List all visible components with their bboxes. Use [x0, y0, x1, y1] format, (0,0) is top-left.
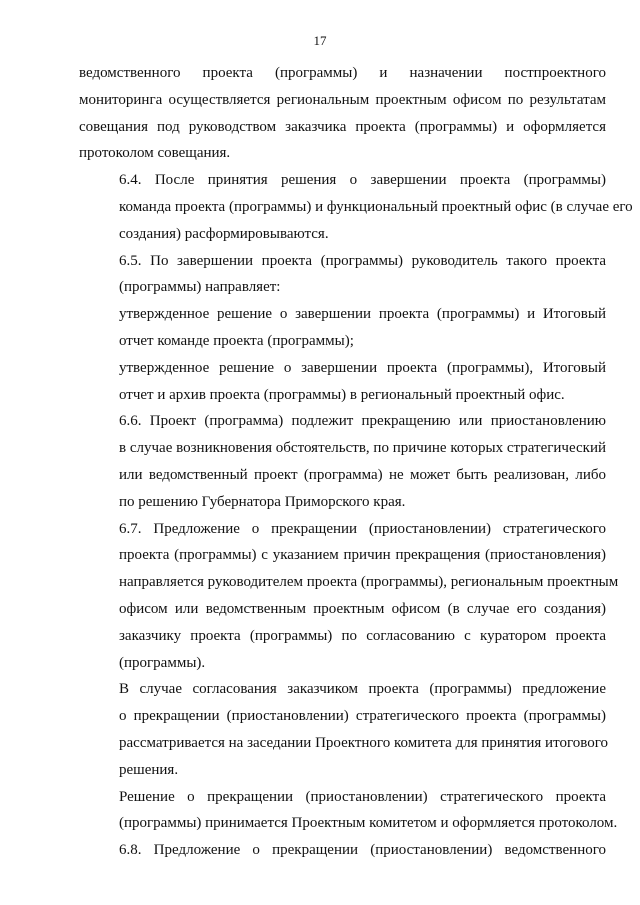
text-line: офисом или ведомственным проектным офисом (в случае его создания): [119, 600, 606, 617]
text-line: команда проекта (программы) и функциональный проектный офис (в случае его: [119, 198, 633, 215]
text-line: в случае возникновения обстоятельств, по причине которых стратегический: [119, 440, 606, 457]
paragraph: [79, 784, 618, 838]
text-line: рассматривается на заседании Проектного комитета для принятия итогового: [119, 734, 608, 751]
paragraph: [79, 355, 606, 409]
text-line: создания) расформировываются.: [119, 225, 329, 242]
text-line: ведомственного проекта (программы) и назначении постпроектного: [79, 65, 606, 81]
paragraph: [79, 408, 606, 515]
text-line: проекта (программы) с указанием причин прекращения (приостановления): [119, 547, 606, 564]
text-line: (программы) направляет:: [119, 279, 281, 296]
text-line: Решение о прекращении (приостановлении) стратегического проекта: [119, 788, 606, 805]
paragraph: [79, 60, 606, 167]
text-line: о прекращении (приостановлении) стратегического проекта (программы): [119, 708, 606, 725]
text-line: по решению Губернатора Приморского края.: [119, 493, 406, 510]
text-line: утвержденное решение о завершении проекта (программы), Итоговый: [119, 359, 606, 376]
text-line: (программы) принимается Проектным комитетом и оформляется протоколом.: [119, 815, 618, 832]
text-line: 6.5. По завершении проекта (программы) руководитель такого проекта: [119, 252, 606, 269]
text-line: 6.7. Предложение о прекращении (приостановлении) стратегического: [119, 520, 606, 537]
text-line: заказчику проекта (программы) по согласованию с куратором проекта: [119, 627, 606, 644]
text-line: 6.8. Предложение о прекращении (приостановлении) ведомственного: [119, 842, 606, 859]
paragraph: [79, 248, 606, 302]
page-number: 17: [313, 33, 327, 48]
text-line: решения.: [119, 761, 179, 778]
text-line: утвержденное решение о завершении проекта (программы) и Итоговый: [119, 306, 606, 323]
text-line: 6.6. Проект (программа) подлежит прекращению или приостановлению: [119, 413, 606, 430]
text-line: В случае согласования заказчиком проекта (программы) предложение: [119, 681, 606, 698]
text-line: мониторинга осуществляется региональным проектным офисом по результатам: [79, 91, 606, 108]
paragraph: [79, 676, 606, 783]
text-line: протоколом совещания.: [79, 145, 231, 162]
paragraph: [79, 837, 606, 864]
text-line: (программы).: [119, 654, 206, 671]
text-line: отчет команде проекта (программы);: [119, 332, 354, 349]
paragraph: [79, 167, 633, 247]
text-line: направляется руководителем проекта (программы), региональным проектным: [119, 574, 619, 591]
text-line: отчет и архив проекта (программы) в региональный проектный офис.: [119, 386, 565, 403]
text-line: или ведомственный проект (программа) не может быть реализован, либо: [119, 466, 606, 483]
document-body: [79, 60, 633, 864]
paragraph: [79, 301, 606, 355]
text-line: 6.4. После принятия решения о завершении проекта (программы): [119, 172, 606, 189]
text-line: совещания под руководством заказчика проекта (программы) и оформляется: [79, 118, 606, 135]
paragraph: [79, 516, 619, 677]
